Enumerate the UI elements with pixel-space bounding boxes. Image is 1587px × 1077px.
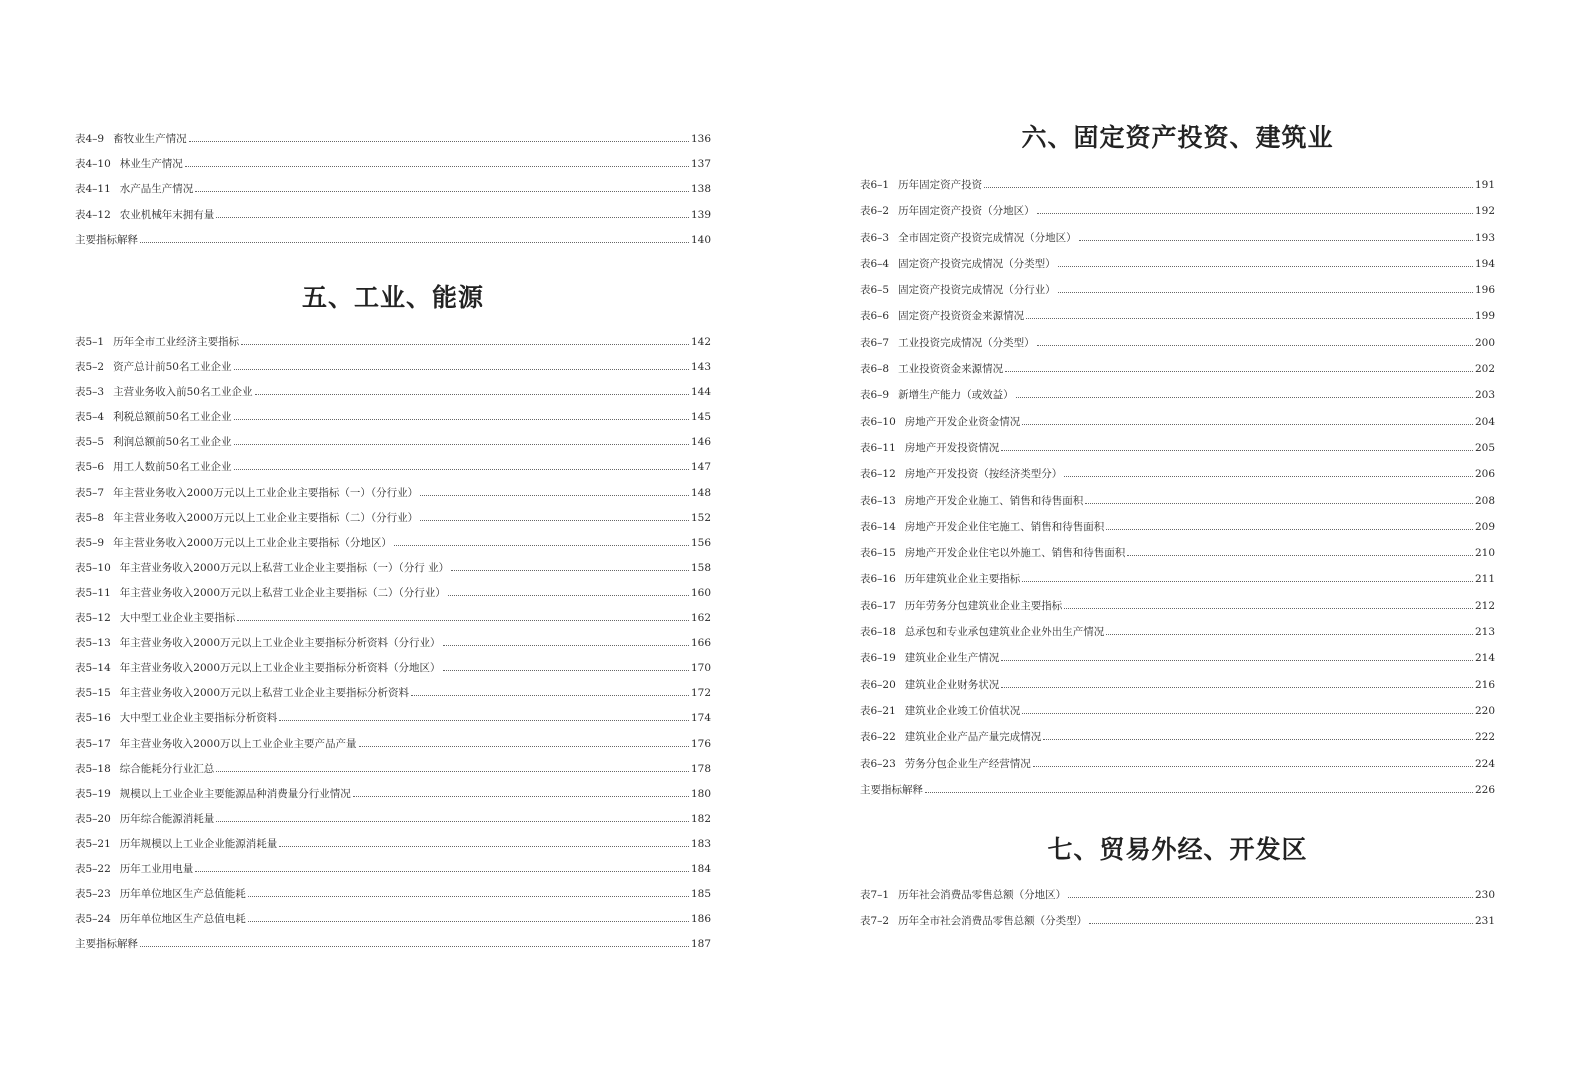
toc-entry[interactable]	[860, 330, 1495, 356]
table-number: 表6–3	[860, 231, 890, 244]
entry-title: 林业生产情况	[119, 158, 183, 171]
toc-entry[interactable]	[860, 514, 1495, 540]
dot-leader	[279, 846, 689, 847]
entry-title: 历年工业用电量	[119, 862, 194, 875]
entry-title: 年主营业务收入2000万元以上工业企业主要指标分析资料（分地区）	[119, 662, 441, 675]
toc-entry[interactable]	[75, 581, 711, 606]
table-number: 表5–22	[75, 862, 111, 875]
entry-title: 历年社会消费品零售总额（分地区）	[898, 889, 1067, 901]
dot-leader	[1089, 923, 1473, 924]
dot-leader	[255, 394, 689, 395]
table-number: 表5–18	[75, 762, 111, 775]
section-5	[75, 278, 711, 957]
dot-leader	[216, 217, 689, 218]
page-number: 148	[690, 486, 711, 499]
dot-leader	[443, 645, 689, 646]
page-number: 210	[1474, 547, 1495, 560]
dot-leader	[216, 771, 689, 772]
table-number: 表6–23	[860, 757, 896, 770]
page-number: 144	[690, 386, 711, 399]
dot-leader	[1106, 529, 1473, 530]
section-4-continued	[75, 127, 711, 253]
entry-title: 历年综合能源消耗量	[119, 812, 215, 825]
table-number: 表6–20	[860, 678, 896, 691]
entry-title: 总承包和专业承包建筑业企业外出生产情况	[904, 626, 1105, 639]
entry-title: 年主营业务收入2000万元以上私营工业企业主要指标（二）（分行业）	[119, 586, 446, 599]
dot-leader	[1016, 397, 1473, 398]
table-number: 表7–1	[860, 889, 890, 901]
toc-entry[interactable]	[75, 355, 711, 380]
dot-leader	[241, 344, 689, 345]
entry-title: 建筑业企业竣工价值状况	[904, 704, 1021, 717]
toc-entry[interactable]	[860, 777, 1495, 803]
dot-leader	[234, 444, 689, 445]
dot-leader	[1022, 581, 1473, 582]
entry-title: 用工人数前50名工业企业	[113, 461, 232, 474]
dot-leader	[420, 495, 689, 496]
page-number: 184	[690, 862, 711, 875]
entry-title: 固定资产投资完成情况（分类型）	[898, 257, 1056, 270]
toc-entry[interactable]	[860, 724, 1495, 750]
dot-leader	[1022, 713, 1473, 714]
toc-entry[interactable]	[860, 461, 1495, 487]
table-number: 表5–6	[75, 461, 105, 474]
dot-leader	[1005, 371, 1473, 372]
page-number: 166	[690, 637, 711, 650]
page-number: 199	[1474, 310, 1495, 323]
table-number: 表5–23	[75, 888, 111, 901]
toc-entry[interactable]	[860, 382, 1495, 408]
toc-entry[interactable]	[860, 882, 1495, 908]
page-number: 187	[690, 938, 711, 951]
toc-entry[interactable]	[860, 645, 1495, 671]
dot-leader	[189, 141, 689, 142]
table-number: 表6–6	[860, 310, 890, 323]
dot-leader	[1033, 766, 1473, 767]
page-number: 208	[1474, 494, 1495, 507]
page-number: 194	[1474, 257, 1495, 270]
entry-title: 主营业务收入前50名工业企业	[113, 386, 253, 399]
toc-entry[interactable]	[75, 481, 711, 506]
toc-entry[interactable]	[75, 228, 711, 253]
toc-entry[interactable]	[75, 782, 711, 807]
page-number: 220	[1474, 704, 1495, 717]
section-heading: 七、贸易外经、开发区	[1047, 835, 1308, 864]
entry-title: 年主营业务收入2000万元以上工业企业主要指标（二）（分行业）	[113, 511, 419, 524]
page-number: 139	[690, 208, 711, 221]
dot-leader	[195, 191, 689, 192]
dot-leader	[140, 242, 689, 243]
toc-entry[interactable]	[860, 908, 1495, 934]
dot-leader	[234, 469, 689, 470]
page-number: 142	[690, 336, 711, 348]
toc-entry[interactable]	[75, 907, 711, 932]
dot-leader	[195, 871, 689, 872]
page-number: 140	[690, 233, 711, 246]
toc-entry[interactable]	[860, 251, 1495, 277]
table-number: 表5–12	[75, 612, 111, 625]
dot-leader	[451, 570, 689, 571]
page-number: 213	[1474, 626, 1495, 639]
table-number: 表6–1	[860, 179, 890, 191]
page-number: 202	[1474, 363, 1495, 376]
page-number: 216	[1474, 678, 1495, 691]
entry-title: 综合能耗分行业汇总	[119, 762, 215, 775]
dot-leader	[248, 896, 689, 897]
dot-leader	[1022, 424, 1473, 425]
page-number: 222	[1474, 731, 1495, 744]
page-number: 138	[690, 183, 711, 196]
entry-title: 年主营业务收入2000万元以上工业企业主要指标分析资料（分行业）	[119, 637, 441, 650]
page-number: 209	[1474, 520, 1495, 533]
section-7	[860, 830, 1495, 934]
dot-leader	[279, 720, 689, 721]
table-number: 表6–19	[860, 652, 896, 665]
entry-title: 房地产开发企业住宅以外施工、销售和待售面积	[904, 547, 1126, 560]
table-number: 表5–16	[75, 712, 111, 725]
entry-title: 房地产开发企业住宅施工、销售和待售面积	[904, 520, 1105, 533]
toc-entry[interactable]	[75, 177, 711, 202]
table-number: 表6–18	[860, 626, 896, 639]
page-number: 145	[690, 411, 711, 424]
page-number: 156	[690, 536, 711, 549]
toc-entry[interactable]	[75, 152, 711, 177]
dot-leader	[1127, 555, 1473, 556]
table-number: 表6–4	[860, 257, 890, 270]
page-number: 162	[690, 612, 711, 625]
dot-leader	[248, 921, 689, 922]
table-number: 表5–19	[75, 787, 111, 800]
table-number: 表6–15	[860, 547, 896, 560]
table-number: 表6–21	[860, 704, 896, 717]
entry-title: 工业投资完成情况（分类型）	[898, 336, 1035, 349]
toc-entry[interactable]	[860, 698, 1495, 724]
entry-title: 利润总额前50名工业企业	[113, 436, 232, 449]
page-number: 137	[690, 158, 711, 171]
dot-leader	[1043, 739, 1473, 740]
dot-leader	[237, 620, 689, 621]
table-number: 表6–9	[860, 389, 890, 402]
entry-title: 房地产开发投资（按经济类型分）	[904, 468, 1063, 481]
entry-title: 历年建筑业企业主要指标	[904, 573, 1021, 586]
table-number: 表4–12	[75, 208, 111, 221]
toc-entry[interactable]	[75, 606, 711, 631]
dot-leader	[1001, 450, 1473, 451]
toc-entry[interactable]	[860, 277, 1495, 303]
entry-title: 主要指标解释	[75, 938, 138, 951]
dot-leader	[1058, 266, 1473, 267]
page-number: 224	[1474, 757, 1495, 770]
toc-entry[interactable]	[75, 656, 711, 681]
table-number: 表4–10	[75, 158, 111, 171]
entry-title: 房地产开发企业资金情况	[904, 415, 1021, 428]
table-number: 表5–20	[75, 812, 111, 825]
entry-title: 建筑业企业生产情况	[904, 652, 1000, 665]
dot-leader	[1026, 318, 1473, 319]
page-number: 178	[690, 762, 711, 775]
toc-list	[75, 330, 711, 957]
toc-entry[interactable]	[75, 506, 711, 531]
toc-entry[interactable]	[860, 540, 1495, 566]
table-number: 表5–9	[75, 536, 105, 549]
dot-leader	[353, 796, 689, 797]
entry-title: 年主营业务收入2000万以上工业企业主要产品产量	[119, 737, 357, 750]
toc-entry[interactable]	[860, 672, 1495, 698]
page-number: 158	[690, 561, 711, 574]
page-number: 136	[690, 133, 711, 145]
section-heading: 六、固定资产投资、建筑业	[1021, 123, 1334, 152]
entry-title: 历年单位地区生产总值能耗	[119, 888, 246, 901]
entry-title: 新增生产能力（或效益）	[898, 389, 1014, 402]
toc-entry[interactable]	[860, 225, 1495, 251]
page-number: 205	[1474, 441, 1495, 454]
entry-title: 工业投资资金来源情况	[898, 363, 1004, 376]
page-number: 152	[690, 511, 711, 524]
page-number: 186	[690, 913, 711, 926]
page-number: 200	[1474, 336, 1495, 349]
page-number: 182	[690, 812, 711, 825]
entry-title: 固定资产投资资金来源情况	[898, 310, 1025, 323]
page-number: 170	[690, 662, 711, 675]
table-number: 表6–12	[860, 468, 896, 481]
entry-title: 房地产开发企业施工、销售和待售面积	[904, 494, 1084, 507]
toc-entry[interactable]	[75, 203, 711, 228]
table-number: 表6–22	[860, 731, 896, 744]
toc-entry[interactable]	[75, 405, 711, 430]
entry-title: 规模以上工业企业主要能源品种消费量分行业情况	[119, 787, 351, 800]
toc-entry[interactable]	[75, 380, 711, 405]
page-number: 180	[690, 787, 711, 800]
entry-title: 固定资产投资完成情况（分行业）	[898, 284, 1056, 297]
toc-entry[interactable]	[860, 198, 1495, 224]
table-number: 表6–17	[860, 599, 896, 612]
toc-entry[interactable]	[75, 932, 711, 957]
toc-entry[interactable]	[75, 556, 711, 581]
table-number: 表5–14	[75, 662, 111, 675]
table-number: 表5–8	[75, 511, 105, 524]
toc-entry[interactable]	[860, 488, 1495, 514]
table-number: 表4–11	[75, 183, 111, 196]
dot-leader	[1106, 634, 1473, 635]
page-number: 191	[1474, 179, 1495, 191]
page-number: 203	[1474, 389, 1495, 402]
table-number: 表6–7	[860, 336, 890, 349]
entry-title: 大中型工业企业主要指标分析资料	[119, 712, 278, 725]
toc-entry[interactable]	[860, 619, 1495, 645]
entry-title: 利税总额前50名工业企业	[113, 411, 232, 424]
table-number: 表6–5	[860, 284, 890, 297]
page-number: 160	[690, 586, 711, 599]
dot-leader	[984, 187, 1473, 188]
entry-title: 历年全市工业经济主要指标	[113, 336, 240, 348]
entry-title: 劳务分包企业生产经营情况	[904, 757, 1031, 770]
page-number: 146	[690, 436, 711, 449]
page-number: 196	[1474, 284, 1495, 297]
dot-leader	[448, 595, 689, 596]
dot-leader	[185, 166, 689, 167]
entry-title: 畜牧业生产情况	[113, 133, 187, 145]
page-number: 226	[1474, 783, 1495, 796]
dot-leader	[1037, 345, 1473, 346]
toc-entry[interactable]	[75, 706, 711, 731]
dot-leader	[140, 946, 689, 947]
entry-title: 全市固定资产投资完成情况（分地区）	[898, 231, 1077, 244]
section-6	[860, 118, 1495, 803]
dot-leader	[925, 792, 1473, 793]
toc-entry[interactable]	[75, 330, 711, 355]
table-number: 表5–11	[75, 586, 111, 599]
page-number: 174	[690, 712, 711, 725]
toc-entry[interactable]	[860, 435, 1495, 461]
dot-leader	[1037, 213, 1473, 214]
page-number: 231	[1474, 915, 1495, 927]
entry-title: 年主营业务收入2000万元以上私营工业企业主要指标分析资料	[119, 687, 410, 700]
dot-leader	[1064, 608, 1473, 609]
table-number: 表5–17	[75, 737, 111, 750]
table-number: 表5–5	[75, 436, 105, 449]
dot-leader	[1058, 292, 1473, 293]
table-number: 表6–8	[860, 363, 890, 376]
toc-entry[interactable]	[75, 857, 711, 882]
dot-leader	[234, 369, 689, 370]
dot-leader	[1001, 660, 1473, 661]
dot-leader	[1064, 476, 1473, 477]
table-number: 表5–4	[75, 411, 105, 424]
toc-list	[860, 882, 1495, 934]
dot-leader	[359, 746, 689, 747]
toc-entry[interactable]	[75, 807, 711, 832]
toc-entry[interactable]	[75, 757, 711, 782]
entry-title: 资产总计前50名工业企业	[113, 361, 232, 374]
section-heading: 五、工业、能源	[301, 283, 484, 312]
table-number: 表5–7	[75, 486, 105, 499]
toc-entry[interactable]	[75, 732, 711, 757]
toc-entry[interactable]	[75, 430, 711, 455]
page-number: 206	[1474, 468, 1495, 481]
page-number: 212	[1474, 599, 1495, 612]
table-number: 表7–2	[860, 915, 890, 927]
table-number: 表4–9	[75, 133, 105, 145]
page-number: 204	[1474, 415, 1495, 428]
entry-title: 年主营业务收入2000万元以上私营工业企业主要指标（一）（分行 业）	[119, 561, 450, 574]
entry-title: 历年固定资产投资（分地区）	[898, 205, 1035, 218]
table-number: 表6–2	[860, 205, 890, 218]
page-number: 192	[1474, 205, 1495, 218]
table-number: 表6–13	[860, 494, 896, 507]
table-number: 表5–15	[75, 687, 111, 700]
entry-title: 建筑业企业产品产量完成情况	[904, 731, 1042, 744]
table-number: 表6–16	[860, 573, 896, 586]
entry-title: 历年劳务分包建筑业企业主要指标	[904, 599, 1063, 612]
entry-title: 大中型工业企业主要指标	[119, 612, 236, 625]
entry-title: 水产品生产情况	[119, 183, 194, 196]
entry-title: 年主营业务收入2000万元以上工业企业主要指标（一）（分行业）	[113, 486, 419, 499]
table-number: 表5–21	[75, 837, 111, 850]
page-number: 176	[690, 737, 711, 750]
toc-entry[interactable]	[860, 409, 1495, 435]
table-number: 表6–10	[860, 415, 896, 428]
entry-title: 房地产开发投资情况	[904, 441, 1000, 454]
page-number: 143	[690, 361, 711, 374]
toc-entry[interactable]	[860, 303, 1495, 329]
table-number: 表5–24	[75, 913, 111, 926]
table-number: 表5–2	[75, 361, 105, 374]
toc-list	[75, 127, 711, 253]
entry-title: 历年全市社会消费品零售总额（分类型）	[898, 915, 1088, 927]
toc-list	[860, 172, 1495, 803]
toc-entry[interactable]	[75, 455, 711, 480]
dot-leader	[1068, 897, 1473, 898]
dot-leader	[1001, 687, 1473, 688]
toc-entry[interactable]	[75, 832, 711, 857]
page-number: 147	[690, 461, 711, 474]
dot-leader	[411, 695, 689, 696]
toc-entry[interactable]	[860, 566, 1495, 592]
dot-leader	[234, 419, 689, 420]
toc-entry[interactable]	[860, 356, 1495, 382]
toc-entry[interactable]	[75, 127, 711, 152]
dot-leader	[394, 545, 689, 546]
toc-entry[interactable]	[75, 681, 711, 706]
page-number: 183	[690, 837, 711, 850]
toc-entry[interactable]	[860, 751, 1495, 777]
toc-entry[interactable]	[75, 631, 711, 656]
dot-leader	[443, 670, 689, 671]
table-number: 表6–11	[860, 441, 896, 454]
dot-leader	[1079, 240, 1473, 241]
entry-title: 建筑业企业财务状况	[904, 678, 1000, 691]
page-number: 193	[1474, 231, 1495, 244]
dot-leader	[420, 520, 689, 521]
table-number: 表5–13	[75, 637, 111, 650]
page-number: 214	[1474, 652, 1495, 665]
toc-entry[interactable]	[75, 531, 711, 556]
dot-leader	[1085, 503, 1473, 504]
toc-entry[interactable]	[75, 882, 711, 907]
toc-entry[interactable]	[860, 593, 1495, 619]
table-number: 表5–10	[75, 561, 111, 574]
entry-title: 主要指标解释	[75, 233, 138, 246]
entry-title: 年主营业务收入2000万元以上工业企业主要指标（分地区）	[113, 536, 392, 549]
table-number: 表5–1	[75, 336, 105, 348]
entry-title: 历年单位地区生产总值电耗	[119, 913, 246, 926]
entry-title: 主要指标解释	[860, 783, 923, 796]
toc-entry[interactable]	[860, 172, 1495, 198]
dot-leader	[216, 821, 689, 822]
entry-title: 农业机械年末拥有量	[119, 208, 215, 221]
page-number: 211	[1474, 573, 1495, 586]
page-number: 185	[690, 888, 711, 901]
table-number: 表5–3	[75, 386, 105, 399]
entry-title: 历年规模以上工业企业能源消耗量	[119, 837, 278, 850]
entry-title: 历年固定资产投资	[898, 179, 983, 191]
page-number: 230	[1474, 889, 1495, 901]
page-number: 172	[690, 687, 711, 700]
table-number: 表6–14	[860, 520, 896, 533]
